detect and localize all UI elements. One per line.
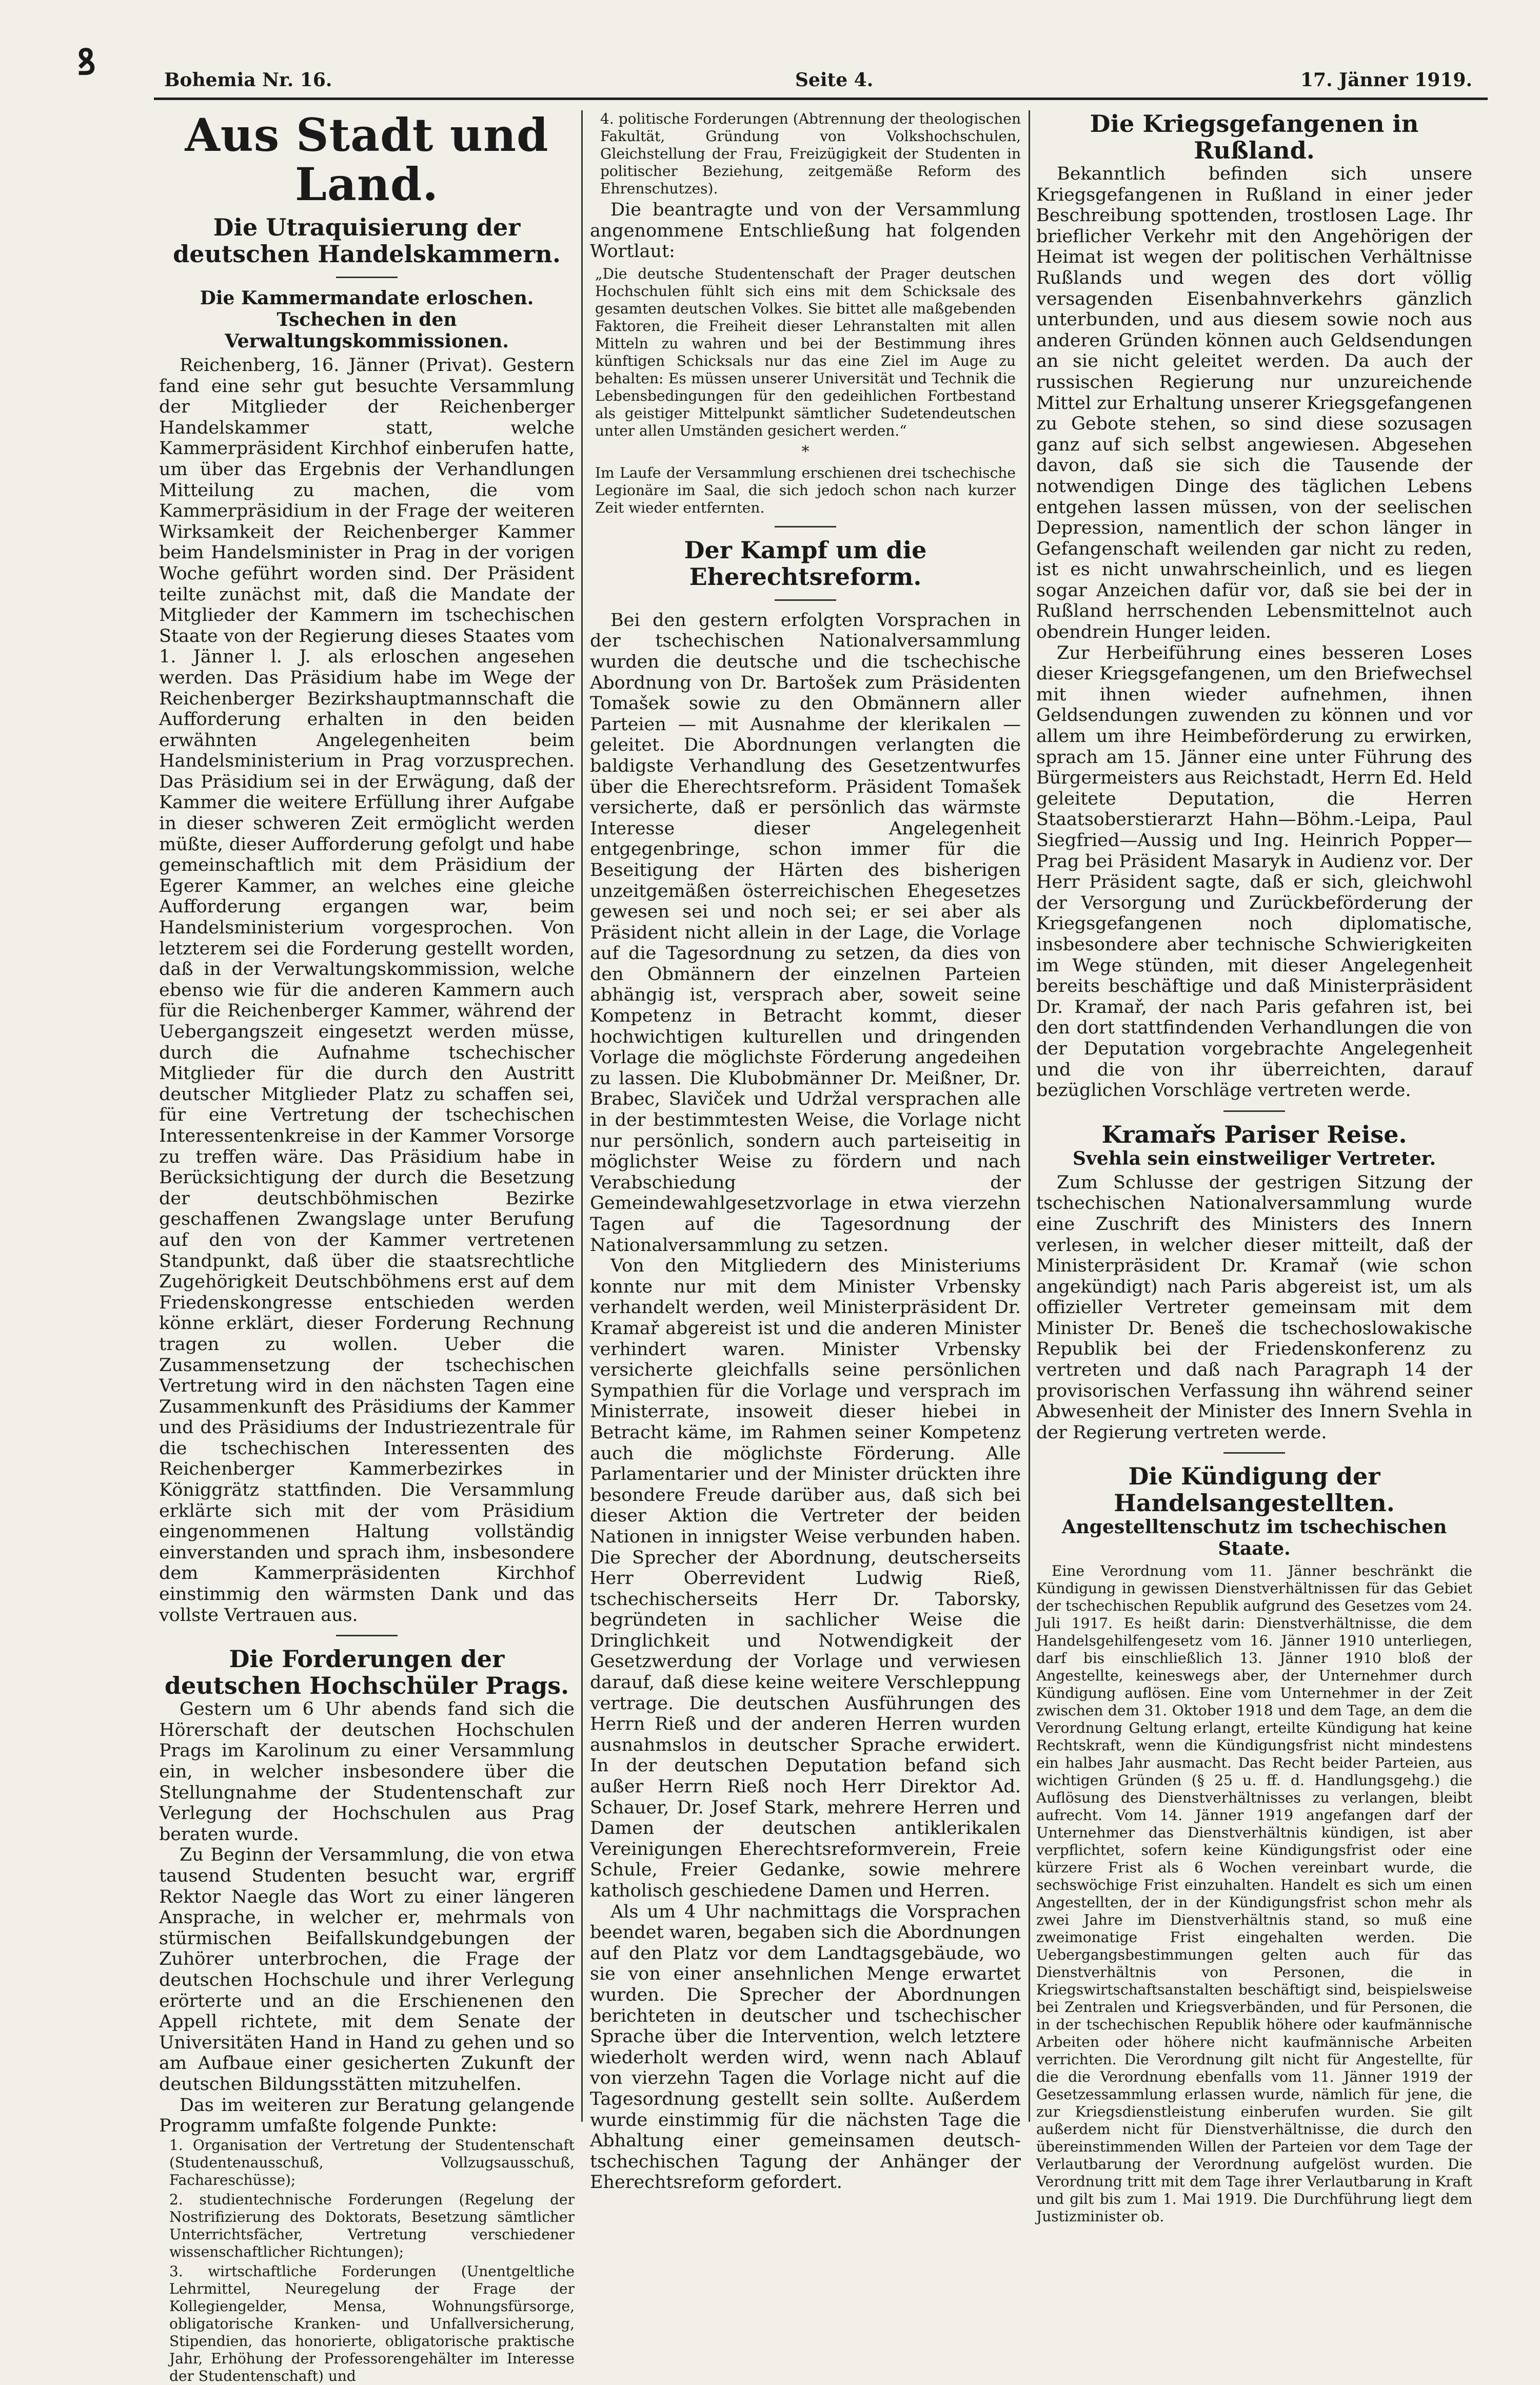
column-3	[1036, 110, 1472, 2225]
list-item: 1. Organisation der Vertretung der Studentenschaft (Studentenausschuß, Vollzugsausschuß, Fachareschüsse);	[169, 2136, 575, 2188]
column-divider	[1029, 110, 1030, 2122]
article-paragraph: Zu Beginn der Versammlung, die von etwa tausend Studenten besucht war, ergriff Rektor Naegle das Wort zu einer längeren Ansprache, in welcher er, mehrmals von stürmischen Beifallskundgebungen der Zuhörer unterbrochen, die Frage der deutschen Hochschule und ihrer Verlegung erörterte und an die Erschienenen den Appell richtete, mit dem Senate der Universitäten Hand in Hand zu gehen und so am Aufbaue einer gesicherten Zukunft der deutschen Bildungsstätten mitzuhelfen.	[159, 1845, 575, 2095]
column-2	[590, 110, 1021, 2193]
article-subtitle: Svehla sein einstweiliger Vertreter.	[1073, 1147, 1436, 1169]
column-divider	[581, 110, 583, 2122]
article-title: Der Kampf um die Eherechtsreform.	[684, 536, 927, 591]
header-page-number: Seite 4.	[795, 69, 874, 91]
divider	[336, 277, 398, 278]
section-title: Aus Stadt und Land.	[185, 108, 549, 211]
divider	[775, 599, 836, 601]
article-subtitle: Angestelltenschutz im tschechischen Staate.	[1061, 1516, 1447, 1560]
article-paragraph: Zur Herbeiführung eines besseren Loses dieser Kriegsgefangenen, um den Briefwechsel mit ihnen wieder aufnehmen, ihnen Geldsendungen zuwenden zu können und vor allem um ihre Heimbeförderung zu erwirken, sprach am 15. Jänner eine unter Führung des Bürgermeisters aus Reichstadt, Herrn Ed. Held geleitete Deputation, die Herren Staatsoberstierarzt Hahn—Böhm.-Leipa, Paul Siegfried—Aussig und Ing. Heinrich Popper—Prag bei Präsident Masaryk in Audienz vor. Der Herr Präsident sagte, daß er sich, gleichwohl der Versorgung und Zurückbeförderung der Kriegsgefangenen noch diplomatische, insbesondere aber technische Schwierigkeiten im Wege stünden, mit dieser Angelegenheit bereits beschäftige und daß Ministerpräsident Dr. Kramař, der nach Paris gefahren ist, bei den dort stattfindenden Verhandlungen die von der Deputation vorgebrachte Angelegenheit und die von ihr überreichten, darauf bezüglichen Vorschläge vertreten werde.	[1036, 642, 1472, 1101]
divider	[1223, 1452, 1285, 1454]
program-list-continued	[590, 110, 1021, 198]
article-title: Die Forderungen der deutschen Hochschüler Prags.	[164, 1645, 569, 1700]
article-paragraph: Bei den gestern erfolgten Vorsprachen in der tschechischen Nationalversammlung wurden die deutsche und die tschechische Abordnung von Dr. Bartošek zum Präsidenten Tomašek sowie zu den Obmännern aller Parteien — mit Ausnahme der klerikalen — geleitet. Die Abordnungen verlangten die baldigste Verhandlung des Gesetzentwurfes über die Eherechtsreform. Präsident Tomašek versicherte, daß er persönlich das wärmste Interesse dieser Angelegenheit entgegenbringe, schon immer für die Beseitigung der Härten des bisherigen unzeitgemäßen österreichischen Ehegesetzes gewesen sei und noch sei; er sei aber als Präsident nicht allein in der Lage, die Vorlage auf die Tagesordnung zu setzen, da dies von den Obmännern der einzelnen Parteien abhängig ist, versprach aber, soweit seine Kompetenz in Betracht kommt, dieser hochwichtigen kulturellen und dringenden Vorlage die möglichste Förderung angedeihen zu lassen. Die Klubobmänner Dr. Meißner, Dr. Brabec, Slaviček und Udržal versprachen alle in der bestimmtesten Weise, die Vorlage nicht nur persönlich, sondern auch parteiseitig in möglichster Weise zu fördern und nach Verabschiedung der Gemeindewahlgesetzvorlage in etwa vierzehn Tagen auf die Tagesordnung der Nationalversammlung zu setzen.	[590, 610, 1021, 1256]
article-subtitle: Die Kammermandate erloschen. Tschechen in den Verwaltungskommissionen.	[200, 287, 534, 352]
header-date: 17. Jänner 1919.	[1300, 69, 1472, 91]
header-issue: Bohemia Nr. 16.	[164, 69, 332, 91]
article-paragraph: Reichenberg, 16. Jänner (Privat). Gestern fand eine sehr gut besuchte Versammlung der Mitglieder der Reichenberger Handelskammer statt, welche Kammerpräsident Kirchhof einberufen hatte, um über das Ergebnis der Verhandlungen Mitteilung zu machen, die vom Kammerpräsidium in der Frage der weiteren Wirksamkeit der Reichenberger Kammer beim Handelsminister in Prag in der vorigen Woche geführt worden sind. Der Präsident teilte zunächst mit, daß die Mandate der Mitglieder der Kammern im tschechischen Staate von der Regierung dieses Staates vom 1. Jänner l. J. als erloschen angesehen werden. Das Präsidium habe im Wege der Reichenberger Bezirkshauptmannschaft die Aufforderung erhalten in den beiden erwähnten Angelegenheiten beim Handelsministerium in Prag vorzusprechen. Das Präsidium sei in der Erwägung, daß der Kammer die weitere Erfüllung ihrer Aufgabe in dieser schweren Zeit ermöglicht werden müßte, dieser Aufforderung gefolgt und habe gemeinschaftlich mit dem Präsidium der Egerer Kammer, an welches eine gleiche Aufforderung ergangen war, beim Handelsministerium vorgesprochen. Von letzterem sei die Forderung gestellt worden, daß in der Verwaltungskommission, welche ebenso wie für die anderen Kammern auch für die Reichenberger Kammer, während der Uebergangszeit eingesetzt werden müsse, durch die Aufnahme tschechischer Mitglieder für die durch den Austritt deutscher Mitglieder Platz zu schaffen sei, für eine Vertretung der tschechischen Interessentenkreise in der Kammer Vorsorge zu treffen wäre. Das Präsidium habe in Berücksichtigung der durch die Besetzung der deutschböhmischen Bezirke geschaffenen Zwangslage unter Berufung auf den von der Kammer vertretenen Standpunkt, daß über die staatsrechtliche Zugehörigkeit Deutschböhmens erst auf dem Friedenskongresse entschieden werden könne erklärt, dieser Forderung Rechnung tragen zu wollen. Ueber die Zusammensetzung der tschechischen Vertretung wird in den nächsten Tagen eine Zusammenkunft des Präsidiums der Kammer und des Präsidiums der Industriezentrale für die tschechischen Interessenten des Reichenberger Kammerbezirkes in Königgrätz stattfinden. Die Versammlung erklärte sich mit der vom Präsidium eingenommenen Haltung vollständig einverstanden und sprach ihm, insbesondere dem Kammerpräsidenten Kirchhof einstimmig den wärmsten Dank und das vollste Vertrauen aus.	[159, 355, 575, 1626]
list-item: 2. studientechnische Forderungen (Regelung der Nostrifizierung des Doktorats, Besetzung sämtlicher Unterrichtsfächer, Vertretung verschiedener wissenschaftlicher Richtungen);	[169, 2191, 575, 2260]
article-title: Die Kriegsgefangenen in Rußland.	[1090, 110, 1419, 164]
list-item: 3. wirtschaftliche Forderungen (Unentgeltliche Lehrmittel, Neuregelung der Frage der Kollegiengelder, Mensa, Wohnungsfürsorge, obligatorische Kranken- und Unfallversicherung, Stipendien, das honorierte, obligatorische praktische Jahr, Erhöhung der Professorengehälter im Interesse der Studentenschaft) und	[169, 2262, 575, 2384]
asterisk-separator: *	[801, 442, 810, 461]
article-paragraph: Das im weiteren zur Beratung gelangende Programm umfaßte folgende Punkte:	[159, 2095, 575, 2137]
divider	[336, 1635, 398, 1636]
article-paragraph: Die beantragte und von der Versammlung angenommene Entschließung hat folgenden Wortlaut:	[590, 200, 1021, 262]
handwritten-mark: ꝸ	[77, 41, 96, 83]
newspaper-page	[154, 59, 1488, 2384]
article-paragraph: Eine Verordnung vom 11. Jänner beschränkt die Kündigung in gewissen Dienstverhältnissen für das Gebiet der tschechischen Republik aufgrund des Gesetzes vom 24. Juli 1917. Es heißt darin: Dienstverhältnisse, die dem Handelsgehilfengesetz vom 16. Jänner 1910 unterliegen, darf bis einschließlich 13. Jänner 1910 bloß der Angestellte, keineswegs aber, der Unternehmer durch Kündigung auflösen. Eine vom Unternehmer in der Zeit zwischen dem 31. Oktober 1918 und dem Tage, an dem die Verordnung Geltung erlangt, erteilte Kündigung hat keine Rechtskraft, wenn die Kündigungsfrist nicht mindestens ein halbes Jahr ausmacht. Das Recht beider Parteien, aus wichtigen Gründen (§ 25 u. ff. d. Handlungsgehg.) die Auflösung des Dienstverhältnisses zu verlangen, bleibt aufrecht. Vom 14. Jänner 1919 angefangen darf der Unternehmer das Dienstverhältnis kündigen, ist aber verpflichtet, sofern keine Kündigungsfrist oder eine kürzere Frist als 6 Wochen vereinbart wurde, die sechswöchige Frist einzuhalten. Handelt es sich um einen Angestellten, der in der Kündigungsfrist schon mehr als zwei Jahre im Dienstverhältnis stand, so muß eine zweimonatige Frist eingehalten werden. Die Uebergangsbestimmungen gelten auch für das Dienstverhältnis von Personen, die in Kriegswirtschaftsanstalten beschäftigt sind, beispielsweise bei Zentralen und Kriegsverbänden, und für Personen, die in der tschechischen Republik höhere oder kaufmännische Arbeiten oder höhere nicht kaufmännische Arbeiten verrichten. Die Verordnung gilt nicht für Angestellte, für die die Verordnung ebenfalls vom 11. Jänner 1919 der Gesetzessammlung erlassen wurde, nämlich für jene, die zur Kriegsdienstleistung einberufen wurden. Sie gilt außerdem nicht für Dienstverhältnisse, die durch den übereinstimmenden Willen der Parteien vor dem Tage der Verlautbarung der Verordnung aufgelöst wurden. Die Verordnung tritt mit dem Tage ihrer Verlautbarung in Kraft und gilt bis zum 1. Mai 1919. Die Durchführung liegt dem Justizminister ob.	[1036, 1562, 1472, 2225]
article-paragraph: Bekanntlich befinden sich unsere Kriegsgefangenen in Rußland in einer jeder Beschreibung spottenden, trostlosen Lage. Ihr brieflicher Verkehr mit den Angehörigen der Heimat ist wegen der politischen Verhältnisse Rußlands und wegen des dort völlig versagenden Eisenbahnverkehrs gänzlich unterbunden, und aus diesem sowie noch aus anderen Gründen können auch Geldsendungen an sie nicht geleitet werden. Da auch der russischen Regierung nur unzureichende Mittel zur Erhaltung unserer Kriegsgefangenen zu Gebote stehen, so sind diese sozusagen ganz auf sich selbst angewiesen. Abgesehen davon, daß sie sich die Tausende der notwendigen Dinge des täglichen Lebens entgehen lassen müssen, von der seelischen Depression, namentlich der schon länger in Gefangenschaft weilenden gar nicht zu reden, ist es nicht unwahrscheinlich, und es liegen sogar Anzeichen dafür vor, daß sie bei der in Rußland herrschenden Lebensmittelnot auch obendrein Hunger leiden.	[1036, 164, 1472, 643]
article-paragraph: Von den Mitgliedern des Ministeriums konnte nur mit dem Minister Vrbensky verhandelt werden, weil Ministerpräsident Dr. Kramař abgereist ist und die anderen Minister verhindert waren. Minister Vrbensky versicherte gleichfalls seine persönlichen Sympathien für die Vorlage und versprach im Ministerrate, insoweit dieser hiebei in Betracht käme, im Rahmen seiner Kompetenz auch die möglichste Förderung. Alle Parlamentarier und der Minister drückten ihre besondere Freude darüber aus, daß sich bei dieser Aktion die Vertreter der beiden Nationen in innigster Weise verbunden haben. Die Sprecher der Abordnung, deutscherseits Herr Oberrevident Ludwig Rieß, tschechischerseits Herr Dr. Taborsky, begründeten in sachlicher Weise die Dringlichkeit und Notwendigkeit der Gesetzwerdung der Vorlage und verwiesen darauf, daß diese keine weitere Verschleppung vertrage. Die deutschen Ausführungen des Herrn Rieß und der anderen Herren wurden ausnahmslos in deutscher Sprache erwidert. In der deutschen Deputation befand sich außer Herrn Rieß noch Herr Direktor Ad. Schauer, Dr. Josef Stark, mehrere Herren und Damen der deutschen antiklerikalen Vereinigungen Eherechtsreformverein, Freie Schule, Freier Gedanke, sowie mehrere katholisch geschiedene Damen und Herren.	[590, 1256, 1021, 1901]
resolution-quote: „Die deutsche Studentenschaft der Prager deutschen Hochschulen fühlt sich eins mit dem Schicksale des gesamten deutschen Volkes. Sie bittet alle maßgebenden Faktoren, die Freiheit dieser Lehranstalten mit allen Mitteln zu wahren und bei der Bestimmung ihres künftigen Schicksals nur das eine Ziel im Auge zu behalten: Es müssen unserer Universität und Technik die Lebensbedingungen für den gedeihlichen Fortbestand als geistiger Mittelpunkt sämtlicher Sudetendeutschen unter allen Umständen gesichert werden.“	[595, 265, 1016, 439]
divider	[1223, 1110, 1285, 1112]
program-list	[159, 2137, 575, 2385]
article-title: Kramařs Pariser Reise.	[1101, 1120, 1407, 1148]
page-header	[154, 59, 1488, 100]
article-title: Die Kündigung der Handelsangestellten.	[1114, 1462, 1395, 1517]
column-1	[159, 108, 575, 2384]
article-paragraph: Zum Schlusse der gestrigen Sitzung der tschechischen Nationalversammlung wurde eine Zuschrift des Ministers des Innern verlesen, in welcher dieser mitteilt, daß der Ministerpräsident Dr. Kramař (wie schon angekündigt) nach Paris abgereist ist, um als offizieller Vertreter gemeinsam mit dem Minister Dr. Beneš die tschechoslowakische Republik bei der Friedenskonferenz zu vertreten und daß nach Paragraph 14 der provisorischen Verfassung ihn während seiner Abwesenheit der Minister des Innern Svehla in der Regierung vertreten werde.	[1036, 1172, 1472, 1443]
article-paragraph: Als um 4 Uhr nachmittags die Vorsprachen beendet waren, begaben sich die Abordnungen auf den Platz vor dem Landtagsgebäude, wo sie von einer ansehnlichen Menge erwartet wurden. Die Sprecher der Abordnungen berichteten in deutscher und tschechischer Sprache über die Intervention, welch letztere wiederholt werden wird, wenn nach Ablauf von vierzehn Tagen die Vorlage nicht auf die Tagesordnung gestellt sein sollte. Außerdem wurde einstimmig für die nächsten Tage die Abhaltung einer gemeinsamen deutsch-tschechischen Tagung der Anhänger der Eherechtsreform gefordert.	[590, 1901, 1021, 2193]
list-item: 4. politische Forderungen (Abtrennung der theologischen Fakultät, Gründung von Volkshochschulen, Gleichstellung der Frau, Freizügigkeit der Studenten in politischer Beziehung, zeitgemäße Reform des Ehrenschutzes).	[600, 110, 1021, 197]
article-title: Die Utraquisierung der deutschen Handelskammern.	[173, 213, 561, 268]
divider	[775, 526, 836, 527]
note-paragraph: Im Laufe der Versammlung erschienen drei tschechische Legionäre im Saal, die sich jedoch schon nach kurzer Zeit wieder entfernten.	[595, 464, 1016, 516]
article-paragraph: Gestern um 6 Uhr abends fand sich die Hörerschaft der deutschen Hochschulen Prags im Karolinum zu einer Versammlung ein, in welcher insbesondere über die Stellungnahme der Studentenschaft zur Verlegung der Hochschulen aus Prag beraten wurde.	[159, 1699, 575, 1845]
small-print-block	[1036, 1562, 1472, 2225]
